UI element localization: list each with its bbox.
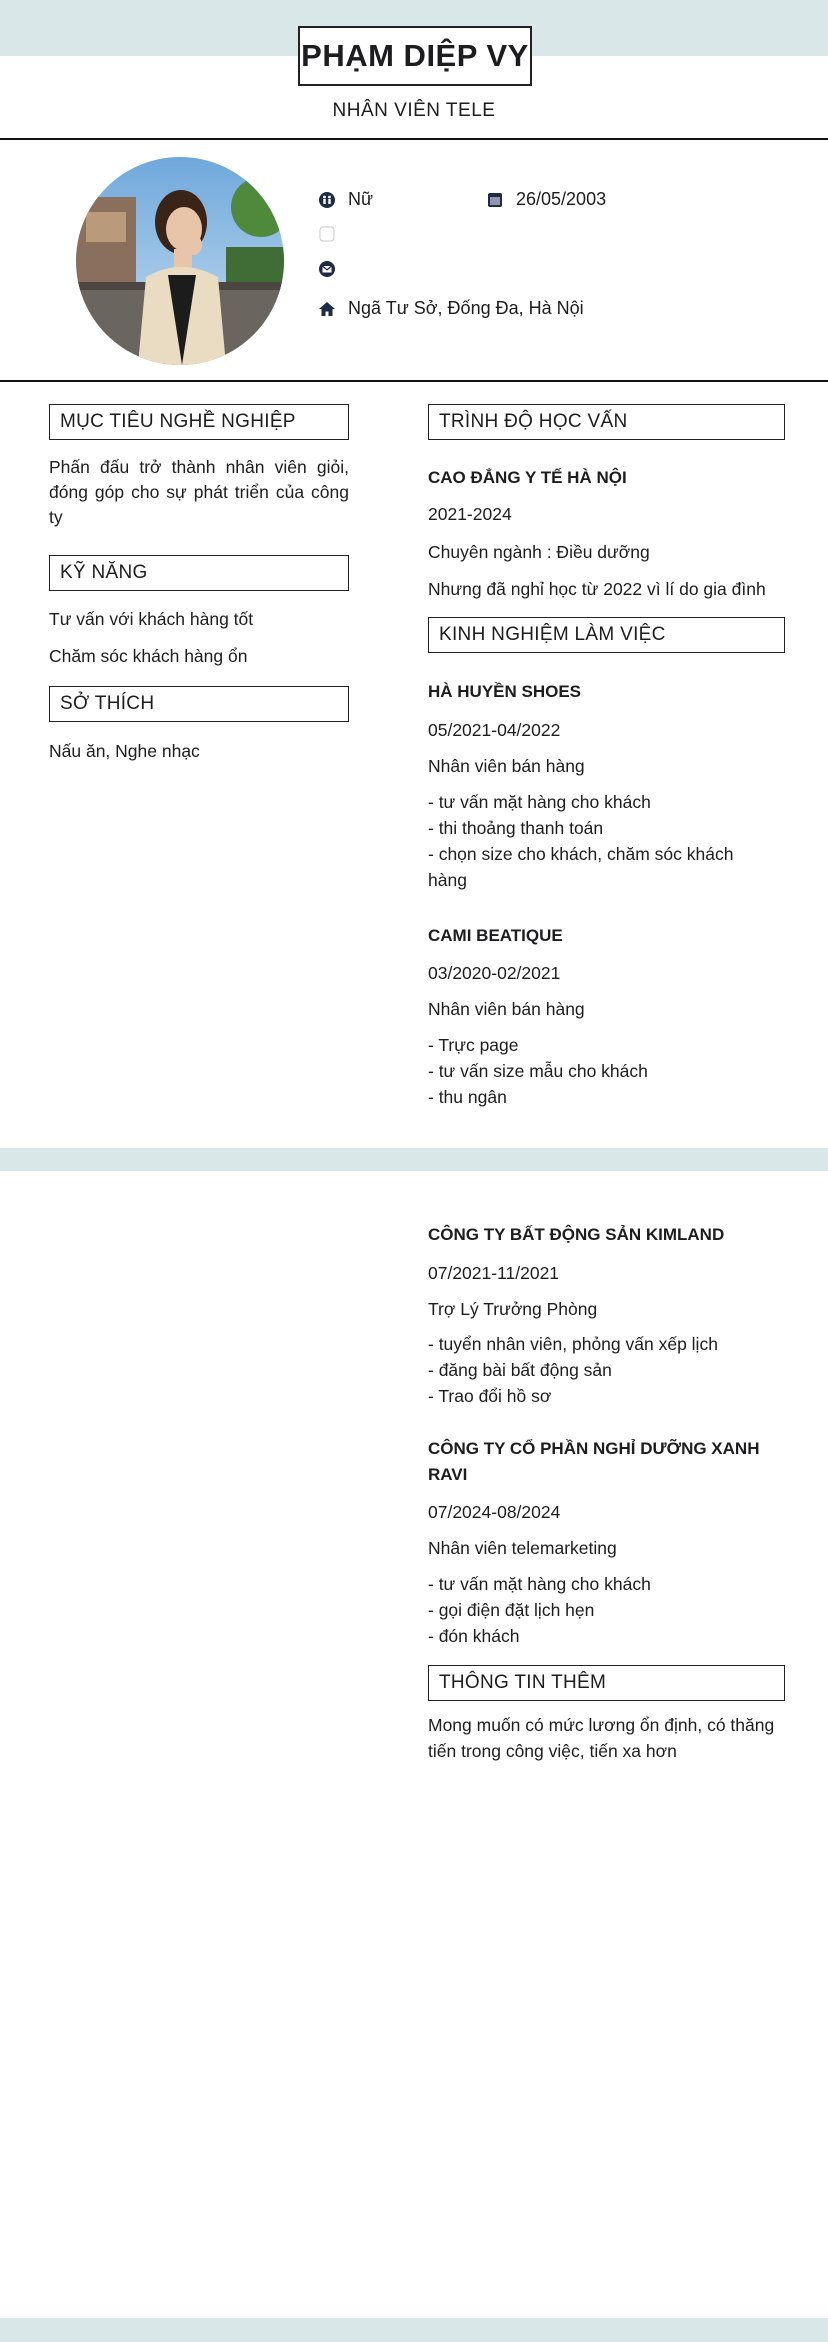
job-role: Trợ Lý Trưởng Phòng — [428, 1299, 598, 1319]
job-period: 05/2021-04/2022 — [428, 720, 561, 740]
job-duty: hàng — [428, 870, 467, 890]
job-company: CÔNG TY BẤT ĐỘNG SẢN KIMLAND — [428, 1225, 725, 1244]
education-period: 2021-2024 — [428, 504, 512, 524]
job-company: HÀ HUYỀN SHOES — [428, 682, 582, 701]
skill-item: Tư vấn với khách hàng tốt — [49, 609, 254, 629]
job-duty: - chọn size cho khách, chăm sóc khách — [428, 844, 734, 864]
job-role: Nhân viên telemarketing — [428, 1538, 617, 1558]
candidate-name: PHẠM DIỆP VY — [298, 26, 532, 86]
gender-value: Nữ — [348, 189, 374, 209]
hobbies-text: Nấu ăn, Nghe nhạc — [49, 741, 200, 761]
birthday-value: 26/05/2003 — [516, 189, 607, 209]
skill-item: Chăm sóc khách hàng ổn — [49, 646, 248, 666]
objective-heading: MỤC TIÊU NGHỀ NGHIỆP — [49, 404, 349, 440]
phone-row — [318, 225, 348, 243]
job-duty: - tuyển nhân viên, phỏng vấn xếp lịch — [428, 1334, 718, 1354]
extra-info-text: tiến trong công việc, tiến xa hơn — [428, 1741, 677, 1761]
phone-icon — [318, 225, 336, 243]
address-row — [318, 298, 584, 319]
extra-info-text: Mong muốn có mức lương ổn định, có thăng — [428, 1715, 775, 1735]
job-duty: - gọi điện đặt lịch hẹn — [428, 1600, 595, 1620]
job-company: CÔNG TY CỔ PHẦN NGHỈ DƯỠNG XANH — [428, 1439, 760, 1458]
job-period: 07/2021-11/2021 — [428, 1263, 560, 1283]
gender-icon — [318, 191, 336, 209]
hobbies-heading: SỞ THÍCH — [49, 686, 349, 722]
calendar-icon — [486, 191, 504, 209]
mail-icon — [318, 260, 336, 278]
job-period: 07/2024-08/2024 — [428, 1502, 561, 1522]
birthday-row — [486, 189, 606, 210]
job-company: RAVI — [428, 1465, 468, 1484]
home-icon — [318, 300, 336, 318]
education-major: Chuyên ngành : Điều dưỡng — [428, 542, 650, 562]
experience-heading: KINH NGHIỆM LÀM VIỆC — [428, 617, 785, 653]
job-role: Nhân viên bán hàng — [428, 999, 585, 1019]
job-company: CAMI BEATIQUE — [428, 926, 563, 945]
bottom-band — [0, 2318, 828, 2342]
skills-heading: KỸ NĂNG — [49, 555, 349, 591]
gender-row — [318, 189, 373, 210]
job-duty: - đón khách — [428, 1626, 520, 1646]
profile-photo — [76, 157, 284, 365]
objective-text: Phấn đấu trở thành nhân viên giỏi, đóng góp cho sự phát triển của công ty — [49, 457, 349, 527]
education-heading: TRÌNH ĐỘ HỌC VẤN — [428, 404, 785, 440]
job-role: Nhân viên bán hàng — [428, 756, 585, 776]
extra-info-heading: THÔNG TIN THÊM — [428, 1665, 785, 1701]
job-duty: - tư vấn size mẫu cho khách — [428, 1061, 648, 1081]
page-break-band — [0, 1148, 828, 1171]
job-duty: - Trao đổi hồ sơ — [428, 1386, 552, 1406]
header-divider — [0, 138, 828, 140]
job-duty: - Trực page — [428, 1035, 519, 1055]
job-duty: - tư vấn mặt hàng cho khách — [428, 792, 651, 812]
profile-divider — [0, 380, 828, 382]
job-duty: - thi thoảng thanh toán — [428, 818, 604, 838]
education-note: Nhưng đã nghỉ học từ 2022 vì lí do gia đình — [428, 579, 766, 599]
job-title: NHÂN VIÊN TELE — [332, 100, 496, 121]
email-row — [318, 260, 348, 278]
job-period: 03/2020-02/2021 — [428, 963, 561, 983]
job-duty: - tư vấn mặt hàng cho khách — [428, 1574, 651, 1594]
job-duty: - thu ngân — [428, 1087, 507, 1107]
job-duty: - đăng bài bất động sản — [428, 1360, 612, 1380]
school-name: CAO ĐẲNG Y TẾ HÀ NỘI — [428, 468, 627, 487]
address-value: Ngã Tư Sở, Đống Đa, Hà Nội — [348, 298, 584, 318]
